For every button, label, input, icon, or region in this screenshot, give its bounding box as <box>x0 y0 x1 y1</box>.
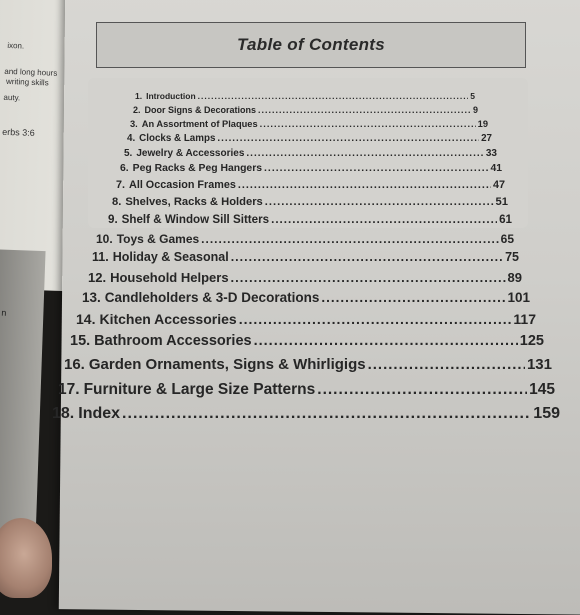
toc-entry-title: Furniture & Large Size Patterns <box>83 381 316 398</box>
toc-entry <box>108 213 512 226</box>
dot-leader <box>317 381 527 399</box>
toc-entry-page: 117 <box>513 311 536 327</box>
dot-leader <box>217 133 479 144</box>
dot-leader <box>258 105 471 115</box>
left-page-text: and long hours <box>4 66 58 78</box>
toc-entry-number: 1. <box>135 91 143 101</box>
toc-entry-number: 6. <box>120 163 129 174</box>
toc-entry-number: 17. <box>58 381 80 398</box>
toc-entry-title: Kitchen Accessories <box>99 311 237 327</box>
dot-leader <box>201 232 498 246</box>
toc-entry-number: 3. <box>130 119 138 129</box>
toc-entry-page: 65 <box>500 232 514 246</box>
toc-entry-page: 33 <box>485 148 497 159</box>
toc-entry <box>124 148 497 159</box>
toc-entry-number: 2. <box>133 105 141 115</box>
left-page-text: erbs 3:6 <box>2 126 35 138</box>
toc-entry-title: Index <box>78 405 121 422</box>
dot-leader <box>231 270 506 285</box>
toc-entry-page: 27 <box>481 133 492 144</box>
left-page-text: writing skills <box>5 76 49 88</box>
dot-leader <box>238 179 491 191</box>
toc-entry-title: Peg Racks & Peg Hangers <box>132 163 263 174</box>
toc-entry-page: 159 <box>533 405 560 422</box>
toc-entry-title: Shelves, Racks & Holders <box>125 196 263 208</box>
toc-entry <box>112 196 508 208</box>
toc-entry-title: Jewelry & Accessories <box>136 148 245 159</box>
toc-entry-page: 101 <box>507 290 530 305</box>
toc-entry-title: Bathroom Accessories <box>94 333 252 349</box>
toc-entry-number: 15. <box>70 333 91 349</box>
toc-entry-number: 11. <box>92 250 109 264</box>
dot-leader <box>271 213 497 226</box>
toc-entry <box>130 119 488 129</box>
toc-entry-number: 13. <box>82 290 101 305</box>
toc-entry-page: 9 <box>472 105 478 115</box>
left-page-text: auty. <box>3 92 21 103</box>
finger <box>0 518 52 598</box>
toc-entry-page: 41 <box>490 163 502 174</box>
toc-entry-number: 18. <box>52 405 75 422</box>
toc-entry-number: 14. <box>76 311 96 327</box>
toc-entry <box>88 270 522 285</box>
toc-entry <box>96 232 514 246</box>
toc-entry-title: Clocks & Lamps <box>139 133 216 144</box>
toc-entry-page: 19 <box>477 119 488 129</box>
toc-entry-number: 10. <box>96 232 113 246</box>
toc-entry-number: 7. <box>116 179 126 191</box>
toc-entry <box>127 133 492 144</box>
toc-entry-number: 16. <box>64 356 85 373</box>
dot-leader <box>265 196 494 208</box>
toc-entry <box>92 250 519 264</box>
toc-entry <box>58 381 555 399</box>
toc-entry <box>120 163 502 174</box>
toc-entry-title: Door Signs & Decorations <box>144 105 257 115</box>
left-page-text: ixon. <box>7 40 25 51</box>
toc-entry-title: An Assortment of Plaques <box>141 119 258 129</box>
toc-entry-page: 47 <box>492 179 505 191</box>
left-page-text: n <box>1 307 7 318</box>
dot-leader <box>122 405 531 423</box>
toc-entry <box>64 356 552 373</box>
toc-entry-page: 51 <box>495 196 508 208</box>
toc-entry-number: 9. <box>108 213 118 226</box>
toc-entry-number: 4. <box>127 133 136 144</box>
toc-entry <box>52 405 560 423</box>
toc-entry-page: 5 <box>470 91 475 101</box>
toc-entry <box>116 179 505 191</box>
dot-leader <box>239 311 512 327</box>
toc-entry <box>82 290 530 305</box>
dot-leader <box>264 163 488 174</box>
dot-leader <box>260 119 476 129</box>
toc-entry-title: Introduction <box>146 91 196 101</box>
toc-entry-number: 5. <box>124 148 133 159</box>
dot-leader <box>321 290 505 305</box>
dot-leader <box>368 356 525 373</box>
toc-entry-page: 131 <box>526 356 552 373</box>
dot-leader <box>231 250 503 264</box>
toc-entry-number: 12. <box>88 270 107 285</box>
page-title: Table of Contents <box>236 35 386 54</box>
toc-entry <box>70 333 544 349</box>
toc-entry <box>76 311 536 327</box>
toc-entry-title: All Occasion Frames <box>129 179 236 191</box>
toc-entry-page: 145 <box>529 381 555 398</box>
toc-entry-title: Shelf & Window Sill Sitters <box>121 213 270 226</box>
dot-leader <box>246 148 483 159</box>
title-box <box>96 22 526 68</box>
toc-entry-page: 75 <box>505 250 519 264</box>
toc-entry-page: 61 <box>499 213 512 226</box>
toc-entry-title: Household Helpers <box>110 270 229 285</box>
toc-entry-page: 89 <box>507 270 522 285</box>
toc-entry-title: Candleholders & 3-D Decorations <box>104 290 320 305</box>
toc-entry-number: 8. <box>112 196 122 208</box>
toc-entry-title: Holiday & Seasonal <box>112 250 229 264</box>
dot-leader <box>198 91 469 101</box>
toc-entry-title: Garden Ornaments, Signs & Whirligigs <box>88 356 366 373</box>
toc-entry <box>133 105 478 115</box>
dot-leader <box>254 333 518 349</box>
toc-entry-title: Toys & Games <box>116 232 200 246</box>
toc-entry <box>135 91 475 101</box>
toc-entry-page: 125 <box>519 333 544 349</box>
